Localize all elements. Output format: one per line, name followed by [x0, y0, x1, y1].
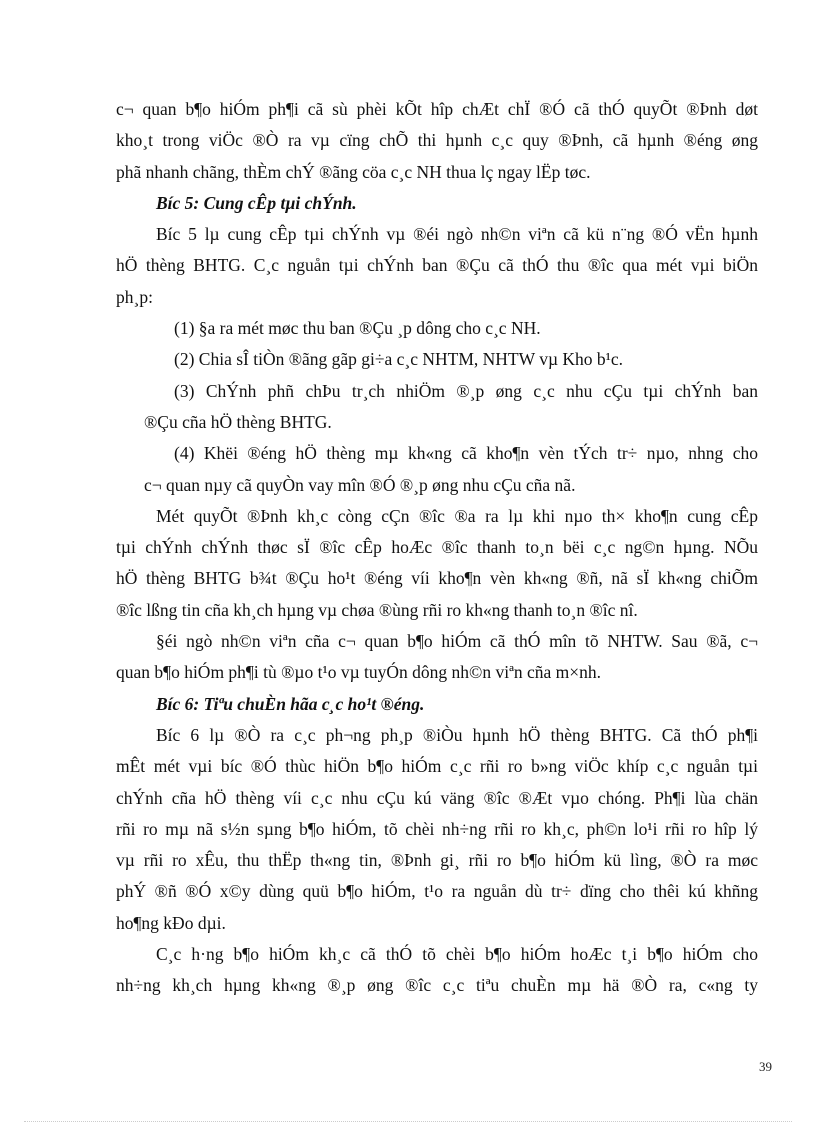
text-line: C¸c h·ng b¶o hiÓm kh¸c cã thÓ tõ chèi b¶o hiÓm hoÆc t¸i b¶o hiÓm cho	[156, 944, 758, 965]
text-line: phÝ ®ñ ®Ó x©y dùng quü b¶o hiÓm, t¹o ra nguån dù tr÷ dïng cho thêi kú khñng	[116, 881, 758, 902]
text-line: tµi chÝnh chÝnh thøc sÏ ®îc cÊp hoÆc ®îc thanh to¸n bëi c¸c ng©n hµng. NÕu	[116, 537, 758, 558]
page-number: 39	[759, 1059, 772, 1074]
text-line: §éi ngò nh©n viªn cña c¬ quan b¶o hiÓm cã thÓ mîn tõ NHTW. Sau ®ã, c¬	[156, 631, 758, 652]
section-heading-step-5: Bíc 5: Cung cÊp tµi chÝnh.	[156, 192, 357, 213]
text-line: kho¸t trong viÖc ®Ò ra vµ cïng chÕ thi hµnh c¸c quy ®Þnh, cã hµnh ®éng øng	[116, 130, 758, 151]
text-line: ph¸p:	[116, 286, 153, 307]
section-heading-step-6: Bíc 6: Tiªu chuÈn hãa c¸c ho¹t ®éng.	[156, 693, 425, 714]
list-item: (2) Chia sÎ tiÒn ®ãng gãp gi÷a c¸c NHTM, NHTW vµ Kho b¹c.	[174, 349, 624, 370]
list-item: (3) ChÝnh phñ chÞu tr¸ch nhiÖm ®¸p øng c¸c nhu cÇu tµi chÝnh ban	[174, 380, 758, 401]
body-text	[116, 94, 758, 1002]
text-line: phã nhanh chãng, thÈm chÝ ®ãng cöa c¸c NH thua lç ngay lËp tøc.	[116, 161, 591, 182]
text-line: hÖ thèng BHTG b¾t ®Çu ho¹t ®éng víi kho¶n vèn kh«ng ®ñ, nã sÏ kh«ng chiÕm	[116, 568, 758, 589]
list-item-continuation: c¬ quan nµy cã quyÒn vay mîn ®Ó ®¸p øng nhu cÇu cña nã.	[144, 474, 576, 495]
text-line: hÖ thèng BHTG. C¸c nguån tµi chÝnh ban ®Çu cã thÓ thu ®îc qua mét vµi biÖn	[116, 255, 758, 276]
page-bottom-divider	[24, 1121, 792, 1122]
text-line: mÊt mét vµi bíc ®Ó thùc hiÖn b¶o hiÓm c¸c rñi ro b»ng viÖc khíp c¸c nguån tµi	[116, 756, 758, 777]
text-line: Bíc 6 lµ ®Ò ra c¸c ph¬ng ph¸p ®iÒu hµnh hÖ thèng BHTG. Cã thÓ ph¶i	[156, 724, 758, 745]
text-line: chÝnh cña hÖ thèng víi c¸c nhu cÇu kú väng ®îc ®Æt vµo chóng. Ph¶i lùa chän	[116, 787, 758, 808]
text-line: vµ rñi ro xÊu, thu thËp th«ng tin, ®Þnh gi¸ rñi ro b¶o hiÓm kü lìng, ®Ò ra møc	[116, 850, 758, 871]
text-line: rñi ro mµ nã s½n sµng b¶o hiÓm, tõ chèi nh÷ng rñi ro kh¸c, ph©n lo¹i rñi ro hîp lý	[116, 818, 758, 839]
list-item-continuation: ®Çu cña hÖ thèng BHTG.	[144, 411, 332, 432]
text-line: ho¶ng kÐo dµi.	[116, 912, 226, 933]
list-item: (4) Khëi ®éng hÖ thèng mµ kh«ng cã kho¶n vèn tÝch tr÷ nµo, nhng cho	[174, 443, 758, 464]
text-line: nh÷ng kh¸ch hµng kh«ng ®¸p øng ®îc c¸c tiªu chuÈn mµ hä ®Ò ra, c«ng ty	[116, 975, 758, 996]
text-line: Mét quyÕt ®Þnh kh¸c còng cÇn ®îc ®a ra lµ khi nµo th× kho¶n cung cÊp	[156, 505, 758, 526]
text-line: c¬ quan b¶o hiÓm ph¶i cã sù phèi kÕt hîp chÆt chÏ ®Ó cã thÓ quyÕt ®Þnh døt	[116, 99, 758, 119]
text-line: quan b¶o hiÓm ph¶i tù ®µo t¹o vµ tuyÓn dông nh©n viªn cña m×nh.	[116, 662, 602, 683]
text-line: Bíc 5 lµ cung cÊp tµi chÝnh vµ ®éi ngò nh©n viªn cã kü n¨ng ®Ó vËn hµnh	[156, 224, 758, 245]
text-line: ®îc lßng tin cña kh¸ch hµng vµ chøa ®ùng rñi ro kh«ng thanh to¸n ®îc nî.	[116, 599, 638, 620]
list-item: (1) §a ra mét møc thu ban ®Çu ¸p dông cho c¸c NH.	[174, 318, 541, 339]
